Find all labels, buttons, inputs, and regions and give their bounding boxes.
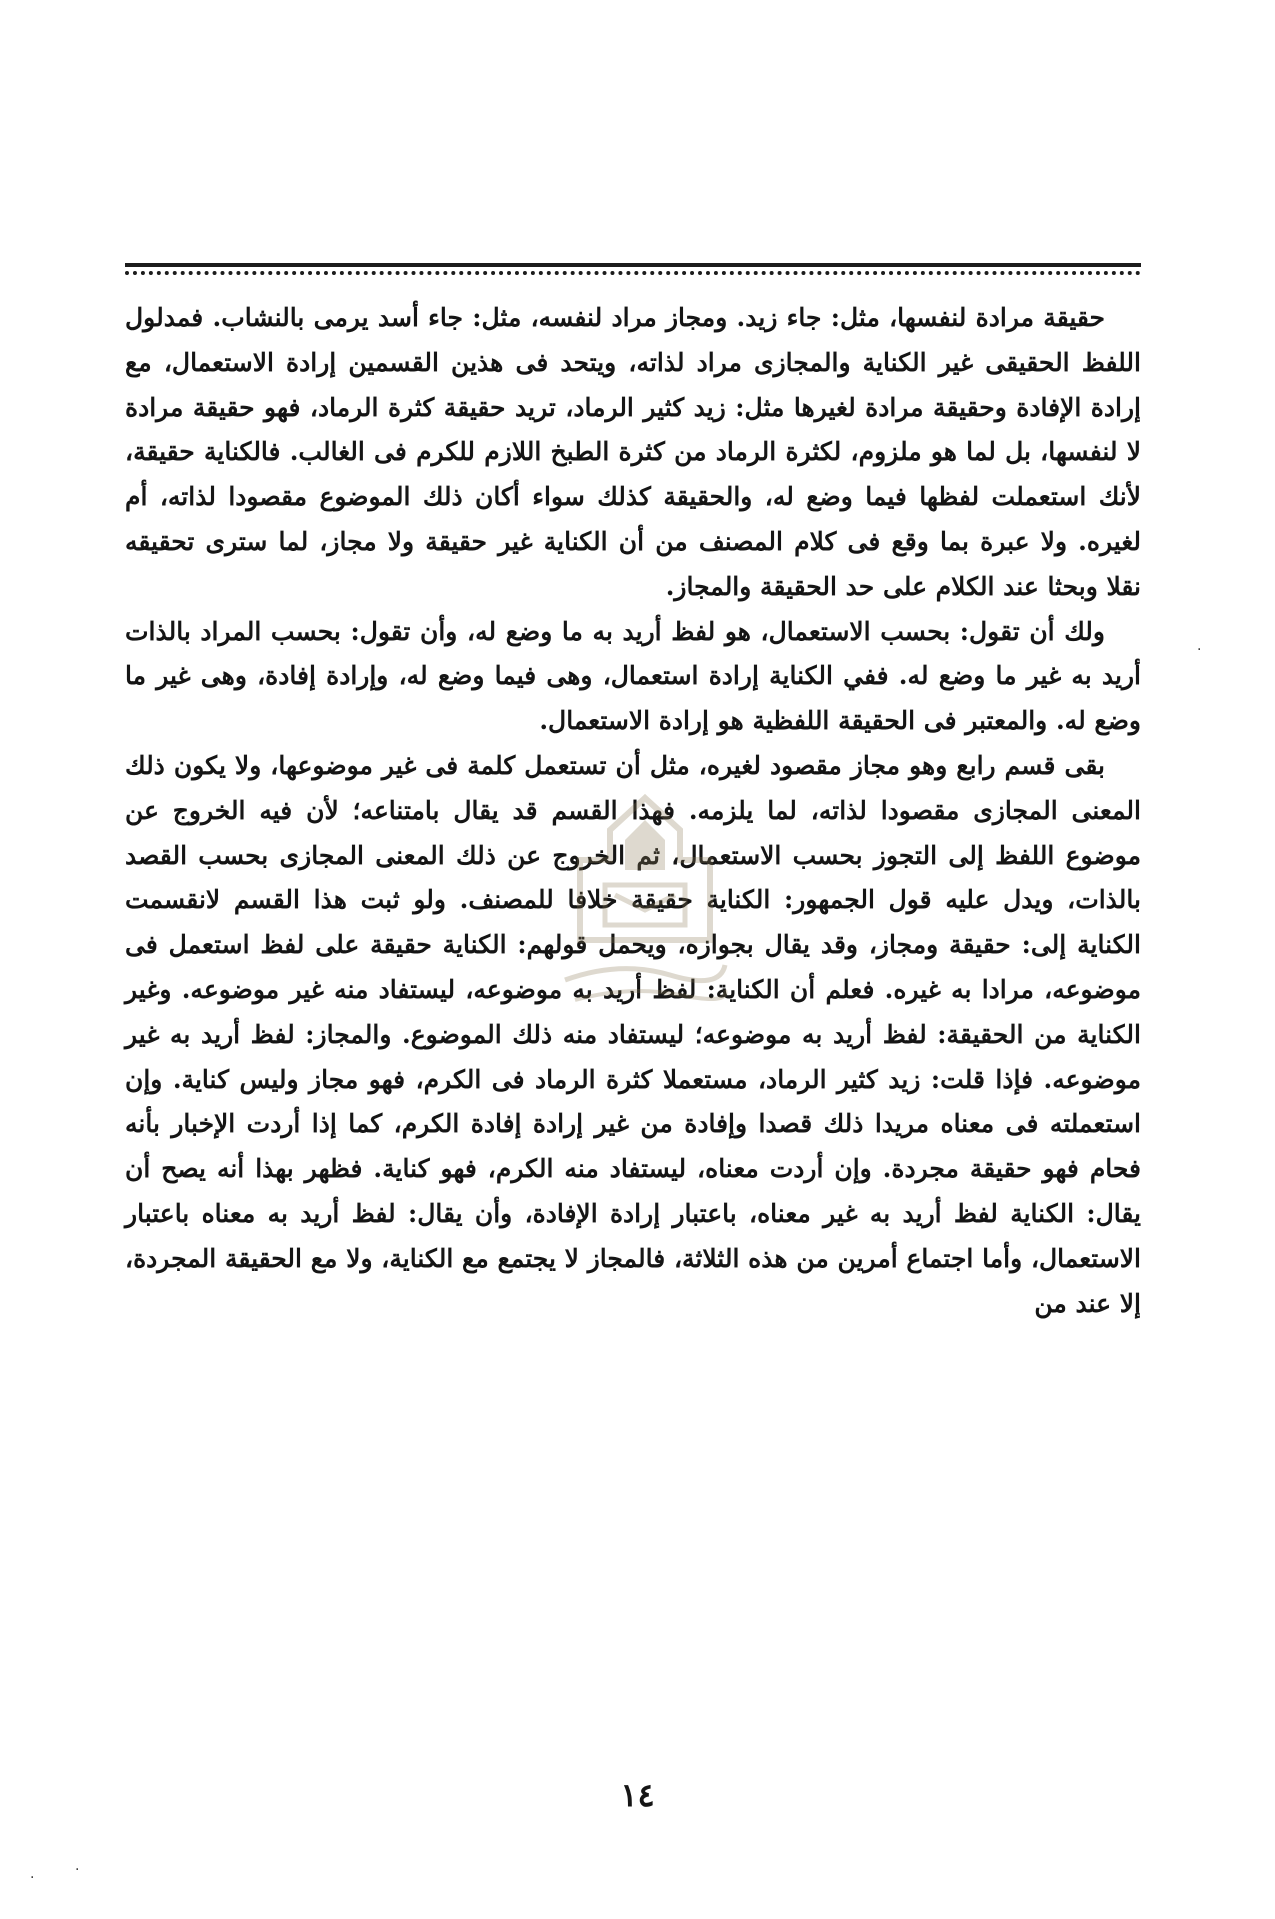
header-rule-thick-line <box>125 263 1141 267</box>
page-number: ١٤ <box>620 1776 655 1814</box>
paragraph: حقيقة مرادة لنفسها، مثل: جاء زيد. ومجاز مراد لنفسه، مثل: جاء أسد يرمى بالنشاب. فمدلول اللفظ الحقيقى غير الكناية والمجازى مراد لذاته، ويتحد فى هذين القسمين إرادة الاستعمال، مع إرادة الإفادة وحقيقة مرادة لغيرها مثل: زيد كثير الرماد، تريد حقيقة كثرة الرماد، فهو حقيقة مرادة لا لنفسها، بل لما هو ملزوم، لكثرة الرماد من كثرة الطبخ اللازم للكرم فى الغالب. فالكناية حقيقة، لأنك استعملت لفظها فيما وضع له، والحقيقة كذلك سواء أكان ذلك الموضوع مقصودا لذاته، أم لغيره. ولا عبرة بما وقع فى كلام المصنف من أن الكناية غير حقيقة ولا مجاز، لما سترى تحقيقه نقلا وبحثا عند الكلام على حد الحقيقة والمجاز. <box>125 303 1141 601</box>
paragraph: ولك أن تقول: بحسب الاستعمال، هو لفظ أريد به ما وضع له، وأن تقول: بحسب المراد بالذات أريد به غير ما وضع له. ففي الكناية إرادة استعمال، وهى فيما وضع له، وإرادة إفادة، وهى غير ما وضع له. والمعتبر فى الحقيقة اللفظية هو إرادة الاستعمال. <box>125 616 1141 736</box>
scan-speck: · <box>1197 642 1202 658</box>
paragraph: بقى قسم رابع وهو مجاز مقصود لغيره، مثل أن تستعمل كلمة فى غير موضوعها، ولا يكون ذلك المعنى المجازى مقصودا لذاته، لما يلزمه. فهذا القسم قد يقال بامتناعه؛ لأن فيه الخروج عن موضوع اللفظ إلى التجوز بحسب الاستعمال، ثم الخروج عن ذلك المعنى المجازى بحسب القصد بالذات، ويدل عليه قول الجمهور: الكناية حقيقة خلافا للمصنف. ولو ثبت هذا القسم لانقسمت الكناية إلى: حقيقة ومجاز، وقد يقال بجوازه، ويحمل قولهم: الكناية حقيقة على لفظ استعمل فى موضوعه، مرادا به غيره. فعلم أن الكناية: لفظ أريد به موضوعه، ليستفاد منه غير موضوعه. وغير الكناية من الحقيقة: لفظ أريد به موضوعه؛ ليستفاد منه ذلك الموضوع. والمجاز: لفظ أريد به غير موضوعه. فإذا قلت: زيد كثير الرماد، مستعملا كثرة الرماد فى الكرم، فهو مجاز وليس كناية. وإن استعملته فى معناه مريدا ذلك قصدا وإفادة من غير إرادة إفادة الكرم، كما إذا أردت الإخبار بأنه فحام فهو حقيقة مجردة. وإن أردت معناه، ليستفاد منه الكرم، فهو كناية. فظهر بهذا أنه يصح أن يقال: الكناية لفظ أريد به غير معناه، باعتبار إرادة الإفادة، وأن يقال: لفظ أريد به معناه باعتبار الاستعمال، وأما اجتماع أمرين من هذه الثلاثة، فالمجاز لا يجتمع مع الكناية، ولا مع الحقيقة المجردة، إلا عند من <box>125 750 1141 1318</box>
scan-speck: · <box>75 1862 80 1878</box>
scan-speck: · <box>30 1870 35 1886</box>
header-rule-dotted-line <box>125 271 1141 275</box>
body-text <box>125 296 1141 1326</box>
header-rule <box>125 263 1141 277</box>
